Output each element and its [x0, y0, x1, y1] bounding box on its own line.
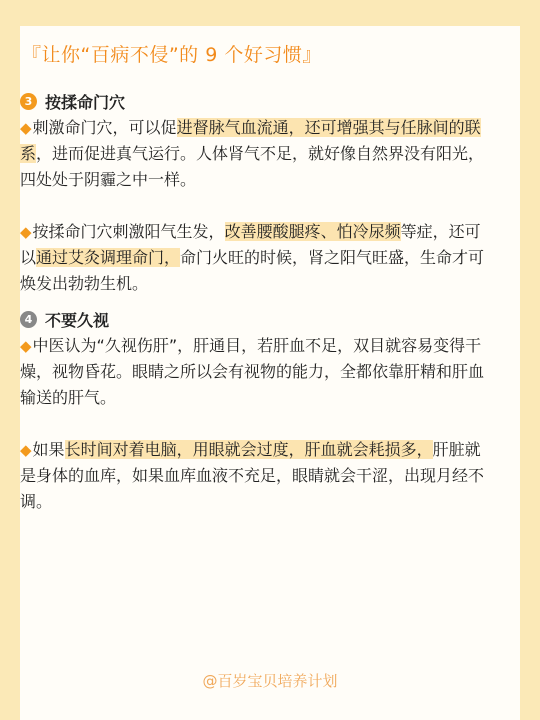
page-title: 『让你“百病不侵”的 9 个好习惯』 — [22, 44, 322, 66]
number-badge: 3 — [20, 93, 37, 110]
section-heading-text: 不要久视 — [45, 310, 110, 330]
section-heading — [20, 87, 492, 115]
diamond-bullet-icon: ◆ — [20, 337, 32, 355]
text: 按揉命门穴刺激阳气生发， — [32, 222, 225, 241]
text: 中医认为“久视伤肝”，肝通目，若肝血不足，双目就容易变得干燥，视物昏花。眼睛之所以会有视物的能力，全都依靠肝精和肝血输送的肝气。 — [20, 336, 485, 407]
author-watermark: @百岁宝贝培养计划 — [202, 672, 338, 690]
diamond-bullet-icon: ◆ — [20, 223, 32, 241]
text: 肝脏就是身体的血库，如果血库血液不充足，眼睛就会干涩，出现月经不调。 — [20, 440, 485, 511]
section-heading-text: 按揉命门穴 — [45, 92, 126, 112]
section-press-mingmen — [20, 87, 492, 297]
highlighted-text: 通过艾灸调理命门， — [36, 248, 181, 267]
highlighted-text: 长时间对着电脑，用眼就会过度，肝血就会耗损多， — [64, 440, 433, 459]
highlighted-text: 进督脉气血流通，还可增强其与任脉间的联系 — [20, 118, 481, 163]
paragraph — [20, 333, 492, 411]
section-avoid-long-viewing — [20, 305, 492, 515]
diamond-bullet-icon: ◆ — [20, 441, 32, 459]
text: 如果 — [32, 440, 65, 459]
number-badge: 4 — [20, 311, 37, 328]
paragraph — [20, 437, 492, 515]
text: 命门火旺的时候，肾之阳气旺盛，生命才可焕发出勃勃生机。 — [20, 248, 485, 293]
text: 刺激命门穴，可以促 — [32, 118, 177, 137]
paragraph — [20, 219, 492, 297]
paragraph — [20, 115, 492, 193]
diamond-bullet-icon: ◆ — [20, 119, 32, 137]
text: 等症，还可以 — [20, 222, 481, 267]
section-heading — [20, 305, 492, 333]
highlighted-text: 改善腰酸腿疼、怕冷尿频 — [224, 222, 401, 241]
text: ，进而促进真气运行。人体肾气不足，就好像自然界没有阳光，四处处于阴霾之中一样。 — [20, 144, 485, 189]
